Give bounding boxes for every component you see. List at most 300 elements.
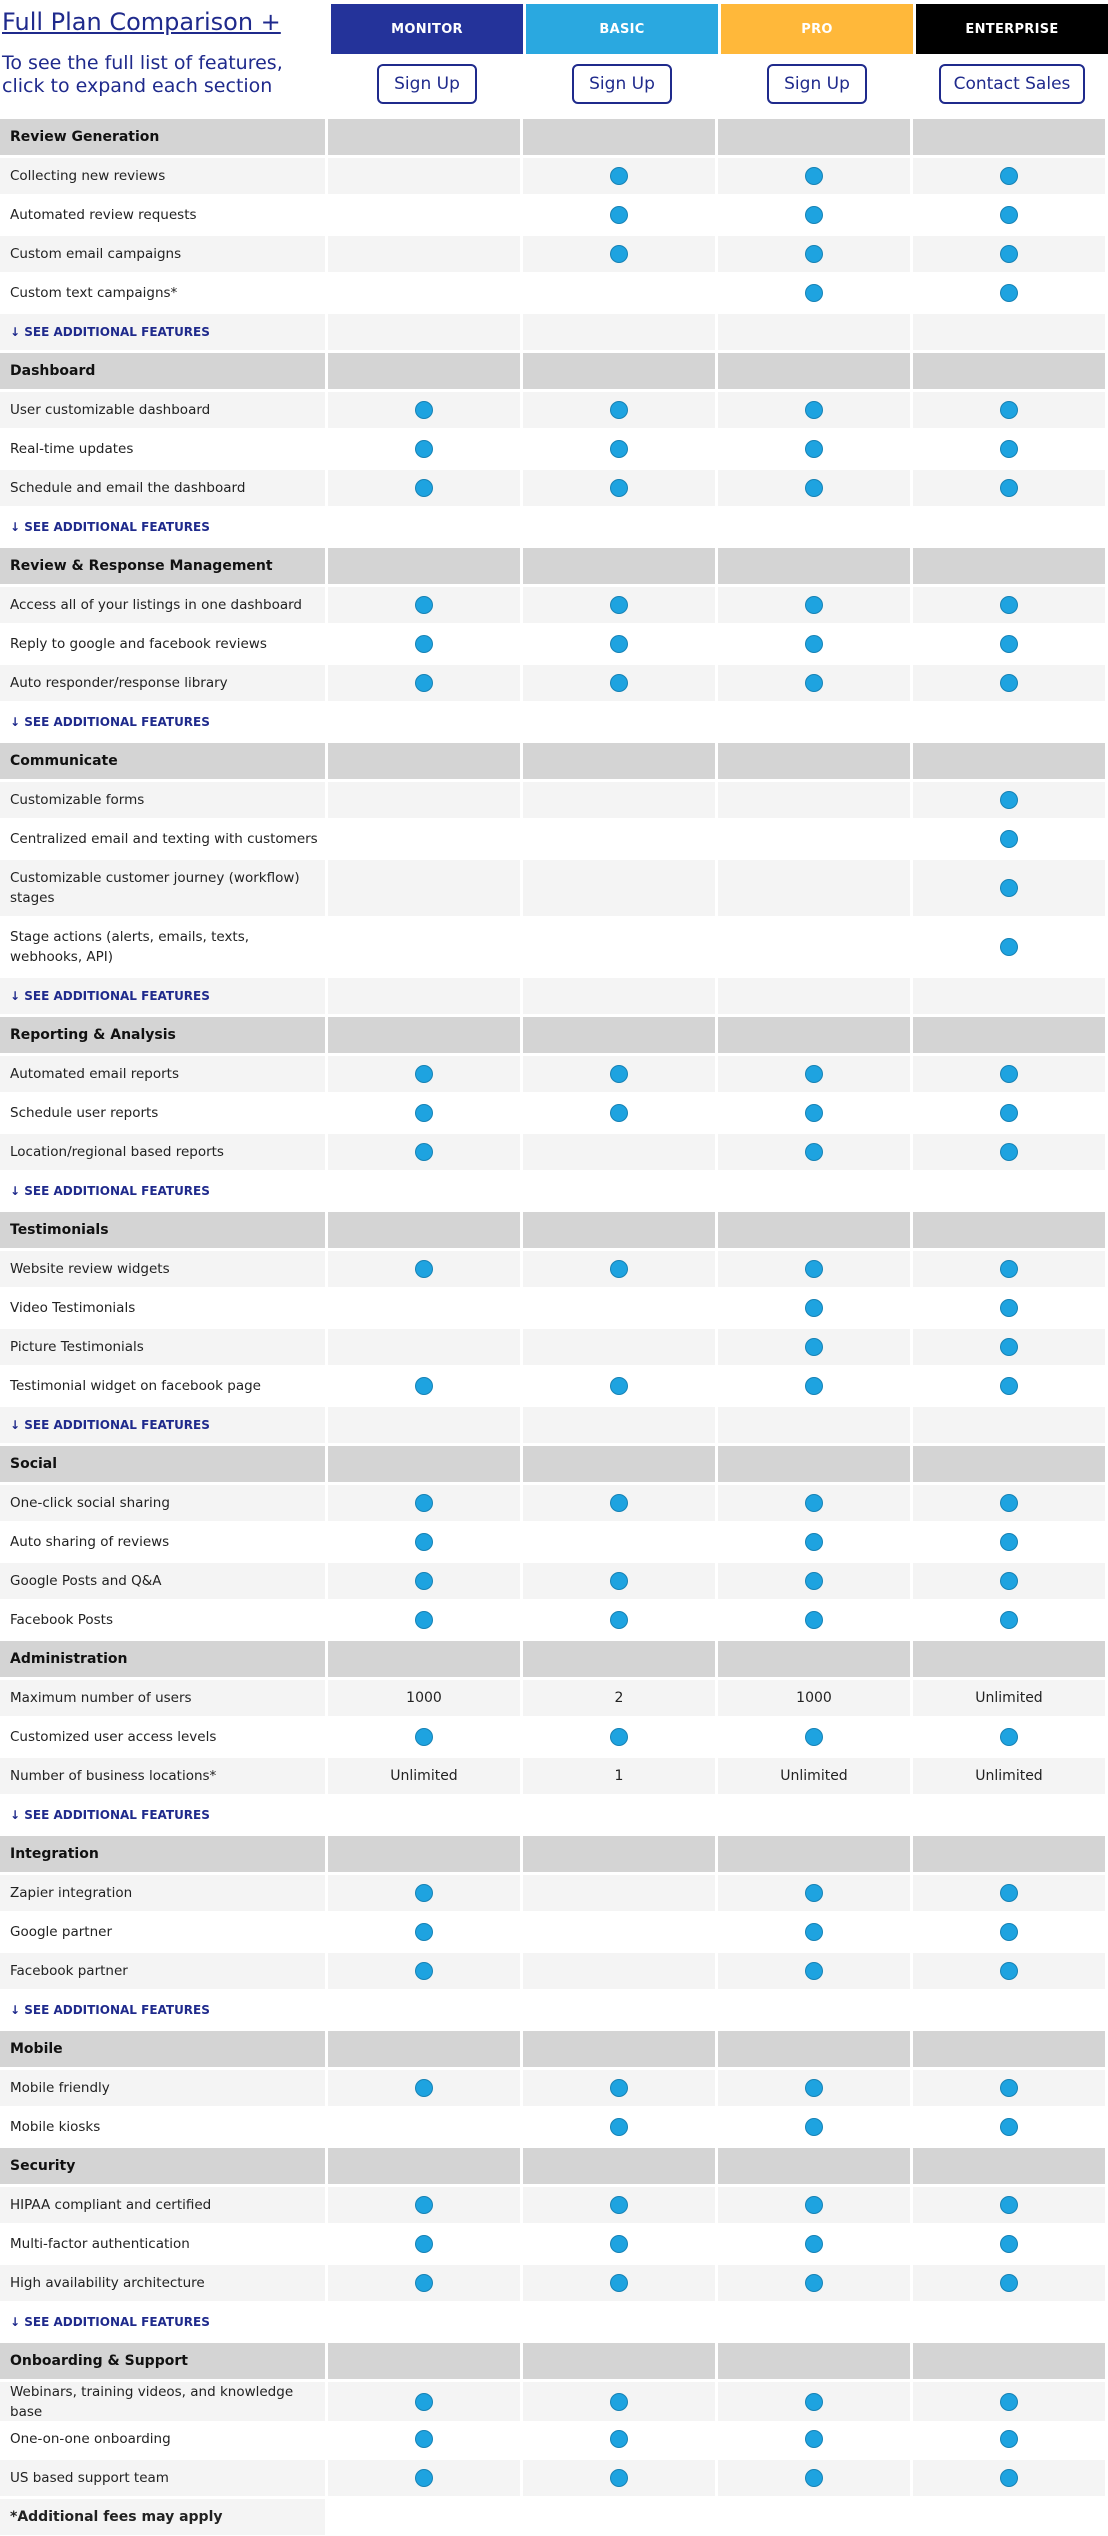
section-header-cell xyxy=(328,1641,520,1677)
pro-value-cell xyxy=(718,782,910,818)
feature-label: Picture Testimonials xyxy=(0,1329,325,1365)
feature-label: Multi-factor authentication xyxy=(0,2226,325,2262)
check-icon xyxy=(1000,2469,1018,2487)
feature-value: Unlimited xyxy=(390,1768,458,1784)
check-icon xyxy=(610,245,628,263)
check-icon xyxy=(805,1962,823,1980)
section-header-cell xyxy=(328,119,520,155)
basic-value-cell xyxy=(523,782,715,818)
section-header-cell xyxy=(328,1836,520,1872)
basic-value-cell xyxy=(523,275,715,311)
enterprise-value-cell xyxy=(913,860,1105,916)
pro-signup-button[interactable]: Sign Up xyxy=(767,64,867,104)
check-icon xyxy=(415,2430,433,2448)
pro-value-cell xyxy=(718,2109,910,2145)
enterprise-value-cell xyxy=(913,626,1105,662)
see-additional-features-row xyxy=(0,509,1108,548)
empty-cell xyxy=(523,1173,715,1209)
feature-label: Stage actions (alerts, emails, texts, webhooks, API) xyxy=(0,919,325,975)
enterprise-value-cell xyxy=(913,1056,1105,1092)
feature-label: HIPAA compliant and certified xyxy=(0,2187,325,2223)
enterprise-value-cell xyxy=(913,236,1105,272)
empty-cell xyxy=(718,978,910,1014)
enterprise-value-cell xyxy=(913,1095,1105,1131)
check-icon xyxy=(415,2079,433,2097)
empty-cell xyxy=(718,314,910,350)
monitor-signup-button[interactable]: Sign Up xyxy=(377,64,477,104)
monitor-value-cell xyxy=(328,919,520,975)
table-row xyxy=(0,392,1108,431)
monitor-value-cell xyxy=(328,1680,520,1716)
monitor-value-cell xyxy=(328,1914,520,1950)
section-header-cell xyxy=(718,2148,910,2184)
section-header-cell xyxy=(523,2148,715,2184)
check-icon xyxy=(805,1299,823,1317)
see-additional-features-row xyxy=(0,2304,1108,2343)
plan-header-basic: BASIC xyxy=(526,4,718,54)
section-header-cell xyxy=(523,1446,715,1482)
section-title[interactable]: Mobile xyxy=(0,2031,325,2067)
monitor-value-cell xyxy=(328,2265,520,2301)
check-icon xyxy=(415,1572,433,1590)
feature-label: Google Posts and Q&A xyxy=(0,1563,325,1599)
section-header-cell xyxy=(523,743,715,779)
basic-signup-button[interactable]: Sign Up xyxy=(572,64,672,104)
feature-label: Mobile friendly xyxy=(0,2070,325,2106)
section-header-cell xyxy=(523,1017,715,1053)
check-icon xyxy=(415,401,433,419)
monitor-value-cell xyxy=(328,158,520,194)
check-icon xyxy=(805,635,823,653)
basic-value-cell xyxy=(523,665,715,701)
table-row xyxy=(0,1758,1108,1797)
pro-value-cell xyxy=(718,2382,910,2422)
basic-value-cell xyxy=(523,2187,715,2223)
section-header-cell xyxy=(913,1641,1105,1677)
check-icon xyxy=(415,674,433,692)
table-row xyxy=(0,2382,1108,2421)
enterprise-value-cell xyxy=(913,1329,1105,1365)
pro-value-cell xyxy=(718,2226,910,2262)
table-row xyxy=(0,470,1108,509)
monitor-value-cell xyxy=(328,2421,520,2457)
basic-value-cell xyxy=(523,1563,715,1599)
pro-value-cell xyxy=(718,236,910,272)
pro-value-cell xyxy=(718,431,910,467)
table-row xyxy=(0,1251,1108,1290)
pro-value-cell xyxy=(718,470,910,506)
feature-value: 1000 xyxy=(796,1690,832,1706)
pro-value-cell xyxy=(718,392,910,428)
enterprise-value-cell xyxy=(913,1680,1105,1716)
section-title[interactable]: Review Generation xyxy=(0,119,325,155)
monitor-value-cell xyxy=(328,275,520,311)
section-title[interactable]: Administration xyxy=(0,1641,325,1677)
empty-cell xyxy=(328,509,520,545)
footnote: *Additional fees may apply xyxy=(0,2499,325,2535)
feature-label: High availability architecture xyxy=(0,2265,325,2301)
basic-value-cell xyxy=(523,1875,715,1911)
see-additional-features-link[interactable]: ↓ SEE ADDITIONAL FEATURES xyxy=(0,314,325,350)
pro-value-cell xyxy=(718,197,910,233)
section-header-cell xyxy=(718,1641,910,1677)
empty-cell xyxy=(718,704,910,740)
feature-label: Customizable forms xyxy=(0,782,325,818)
table-row xyxy=(0,1290,1108,1329)
monitor-value-cell xyxy=(328,2226,520,2262)
page-subtitle: To see the full list of features, click to expand each section xyxy=(2,52,283,97)
enterprise-value-cell xyxy=(913,1485,1105,1521)
feature-label: Testimonial widget on facebook page xyxy=(0,1368,325,1404)
check-icon xyxy=(415,1104,433,1122)
check-icon xyxy=(1000,1143,1018,1161)
feature-label: Website review widgets xyxy=(0,1251,325,1287)
basic-value-cell xyxy=(523,1485,715,1521)
check-icon xyxy=(610,1572,628,1590)
check-icon xyxy=(415,1923,433,1941)
empty-cell xyxy=(913,314,1105,350)
empty-cell xyxy=(328,2304,520,2340)
section-header-cell xyxy=(523,353,715,389)
feature-label: Auto sharing of reviews xyxy=(0,1524,325,1560)
check-icon xyxy=(1000,830,1018,848)
feature-label: Automated review requests xyxy=(0,197,325,233)
check-icon xyxy=(1000,245,1018,263)
section-title[interactable]: Social xyxy=(0,1446,325,1482)
basic-value-cell xyxy=(523,158,715,194)
check-icon xyxy=(610,635,628,653)
see-additional-features-link[interactable]: ↓ SEE ADDITIONAL FEATURES xyxy=(0,1173,325,1209)
see-additional-features-link[interactable]: ↓ SEE ADDITIONAL FEATURES xyxy=(0,1992,325,2028)
pro-value-cell xyxy=(718,1485,910,1521)
check-icon xyxy=(415,2274,433,2292)
check-icon xyxy=(1000,1104,1018,1122)
enterprise-value-cell xyxy=(913,1290,1105,1326)
section-header-cell xyxy=(328,1446,520,1482)
check-icon xyxy=(415,1377,433,1395)
empty-cell xyxy=(328,1797,520,1833)
check-icon xyxy=(610,1104,628,1122)
basic-value-cell xyxy=(523,431,715,467)
check-icon xyxy=(805,596,823,614)
check-icon xyxy=(805,284,823,302)
table-row xyxy=(0,1680,1108,1719)
section-title[interactable]: Onboarding & Support xyxy=(0,2343,325,2379)
check-icon xyxy=(415,2469,433,2487)
monitor-value-cell xyxy=(328,392,520,428)
section-header-cell xyxy=(523,1836,715,1872)
check-icon xyxy=(610,1728,628,1746)
check-icon xyxy=(805,1065,823,1083)
basic-value-cell xyxy=(523,1329,715,1365)
pro-value-cell xyxy=(718,1953,910,1989)
basic-value-cell xyxy=(523,2265,715,2301)
check-icon xyxy=(805,1884,823,1902)
section-title[interactable]: Testimonials xyxy=(0,1212,325,1248)
feature-label: Number of business locations* xyxy=(0,1758,325,1794)
check-icon xyxy=(1000,674,1018,692)
see-additional-features-row xyxy=(0,1407,1108,1446)
monitor-value-cell xyxy=(328,1368,520,1404)
monitor-value-cell xyxy=(328,2187,520,2223)
empty-cell xyxy=(523,1797,715,1833)
section-header-cell xyxy=(913,2343,1105,2379)
monitor-value-cell xyxy=(328,2070,520,2106)
basic-value-cell xyxy=(523,1251,715,1287)
table-row xyxy=(0,197,1108,236)
table-row xyxy=(0,2460,1108,2499)
check-icon xyxy=(610,2196,628,2214)
check-icon xyxy=(610,2079,628,2097)
pro-value-cell xyxy=(718,1680,910,1716)
enterprise-value-cell xyxy=(913,2226,1105,2262)
check-icon xyxy=(1000,284,1018,302)
section-header-cell xyxy=(328,353,520,389)
check-icon xyxy=(805,1923,823,1941)
see-additional-features-link[interactable]: ↓ SEE ADDITIONAL FEATURES xyxy=(0,978,325,1014)
basic-value-cell xyxy=(523,1290,715,1326)
section-header-cell xyxy=(913,1836,1105,1872)
basic-value-cell xyxy=(523,1524,715,1560)
table-row xyxy=(0,1914,1108,1953)
pro-value-cell xyxy=(718,587,910,623)
check-icon xyxy=(805,2393,823,2411)
monitor-value-cell xyxy=(328,431,520,467)
pro-value-cell xyxy=(718,1368,910,1404)
see-additional-features-link[interactable]: ↓ SEE ADDITIONAL FEATURES xyxy=(0,1797,325,1833)
section-title[interactable]: Integration xyxy=(0,1836,325,1872)
monitor-value-cell xyxy=(328,1329,520,1365)
section-header-cell xyxy=(913,353,1105,389)
basic-value-cell xyxy=(523,2421,715,2457)
check-icon xyxy=(1000,2196,1018,2214)
basic-value-cell xyxy=(523,1758,715,1794)
check-icon xyxy=(415,1884,433,1902)
enterprise-contact-sales-button[interactable]: Contact Sales xyxy=(939,64,1085,104)
feature-label: Reply to google and facebook reviews xyxy=(0,626,325,662)
section-header-cell xyxy=(718,2343,910,2379)
section-header-cell xyxy=(523,119,715,155)
check-icon xyxy=(1000,1260,1018,1278)
monitor-value-cell xyxy=(328,1290,520,1326)
check-icon xyxy=(610,1611,628,1629)
check-icon xyxy=(805,1611,823,1629)
basic-value-cell xyxy=(523,1719,715,1755)
pro-value-cell xyxy=(718,1602,910,1638)
empty-cell xyxy=(718,1173,910,1209)
check-icon xyxy=(1000,440,1018,458)
check-icon xyxy=(1000,635,1018,653)
see-additional-features-row xyxy=(0,1173,1108,1212)
monitor-value-cell xyxy=(328,2109,520,2145)
section-header-cell xyxy=(328,2343,520,2379)
see-additional-features-link[interactable]: ↓ SEE ADDITIONAL FEATURES xyxy=(0,704,325,740)
section-header-cell xyxy=(523,1212,715,1248)
empty-cell xyxy=(913,2304,1105,2340)
monitor-value-cell xyxy=(328,2460,520,2496)
feature-label: Mobile kiosks xyxy=(0,2109,325,2145)
feature-value: Unlimited xyxy=(975,1690,1043,1706)
table-row xyxy=(0,1095,1108,1134)
empty-cell xyxy=(328,1173,520,1209)
monitor-value-cell xyxy=(328,1134,520,1170)
monitor-value-cell xyxy=(328,1875,520,1911)
section-header-cell xyxy=(913,2148,1105,2184)
section-header-row xyxy=(0,1017,1108,1056)
empty-cell xyxy=(913,1797,1105,1833)
check-icon xyxy=(1000,791,1018,809)
pro-value-cell xyxy=(718,1875,910,1911)
see-additional-features-link[interactable]: ↓ SEE ADDITIONAL FEATURES xyxy=(0,1407,325,1443)
table-row xyxy=(0,860,1108,919)
check-icon xyxy=(415,1728,433,1746)
empty-cell xyxy=(523,704,715,740)
section-header-cell xyxy=(523,2031,715,2067)
monitor-value-cell xyxy=(328,665,520,701)
check-icon xyxy=(1000,2118,1018,2136)
table-row xyxy=(0,1329,1108,1368)
pro-value-cell xyxy=(718,1719,910,1755)
feature-label: User customizable dashboard xyxy=(0,392,325,428)
pro-value-cell xyxy=(718,919,910,975)
empty-cell xyxy=(913,704,1105,740)
feature-value: Unlimited xyxy=(780,1768,848,1784)
pro-value-cell xyxy=(718,1290,910,1326)
check-icon xyxy=(415,635,433,653)
enterprise-value-cell xyxy=(913,2109,1105,2145)
table-row xyxy=(0,2109,1108,2148)
basic-value-cell xyxy=(523,1914,715,1950)
basic-value-cell xyxy=(523,626,715,662)
monitor-value-cell xyxy=(328,470,520,506)
basic-value-cell xyxy=(523,1680,715,1716)
enterprise-value-cell xyxy=(913,470,1105,506)
section-header-cell xyxy=(913,1017,1105,1053)
check-icon xyxy=(610,479,628,497)
table-row xyxy=(0,2070,1108,2109)
basic-value-cell xyxy=(523,236,715,272)
table-row xyxy=(0,2265,1108,2304)
check-icon xyxy=(1000,1533,1018,1551)
check-icon xyxy=(610,2469,628,2487)
pro-value-cell xyxy=(718,2460,910,2496)
check-icon xyxy=(610,1494,628,1512)
section-title[interactable]: Review & Response Management xyxy=(0,548,325,584)
check-icon xyxy=(415,1611,433,1629)
pro-value-cell xyxy=(718,1056,910,1092)
plan-header-pro: PRO xyxy=(721,4,913,54)
pro-value-cell xyxy=(718,1914,910,1950)
section-header-cell xyxy=(718,1836,910,1872)
pro-value-cell xyxy=(718,626,910,662)
check-icon xyxy=(610,2118,628,2136)
check-icon xyxy=(610,2235,628,2253)
enterprise-value-cell xyxy=(913,392,1105,428)
section-title[interactable]: Dashboard xyxy=(0,353,325,389)
basic-value-cell xyxy=(523,2460,715,2496)
check-icon xyxy=(610,2430,628,2448)
enterprise-value-cell xyxy=(913,197,1105,233)
check-icon xyxy=(415,2393,433,2411)
table-row xyxy=(0,626,1108,665)
section-header-cell xyxy=(718,548,910,584)
enterprise-value-cell xyxy=(913,782,1105,818)
enterprise-value-cell xyxy=(913,158,1105,194)
section-header-row xyxy=(0,1212,1108,1251)
enterprise-value-cell xyxy=(913,821,1105,857)
basic-value-cell xyxy=(523,1095,715,1131)
check-icon xyxy=(415,1962,433,1980)
feature-label: Real-time updates xyxy=(0,431,325,467)
section-header-cell xyxy=(913,2031,1105,2067)
check-icon xyxy=(610,674,628,692)
check-icon xyxy=(1000,1611,1018,1629)
check-icon xyxy=(415,440,433,458)
plan-header-monitor: MONITOR xyxy=(331,4,523,54)
monitor-value-cell xyxy=(328,1485,520,1521)
enterprise-value-cell xyxy=(913,587,1105,623)
check-icon xyxy=(805,1260,823,1278)
empty-cell xyxy=(913,1173,1105,1209)
section-header-cell xyxy=(328,1017,520,1053)
section-title[interactable]: Reporting & Analysis xyxy=(0,1017,325,1053)
check-icon xyxy=(415,1143,433,1161)
section-title[interactable]: Communicate xyxy=(0,743,325,779)
check-icon xyxy=(805,440,823,458)
empty-cell xyxy=(913,1407,1105,1443)
basic-value-cell xyxy=(523,919,715,975)
check-icon xyxy=(1000,2235,1018,2253)
section-header-row xyxy=(0,548,1108,587)
monitor-value-cell xyxy=(328,236,520,272)
table-row xyxy=(0,1719,1108,1758)
enterprise-value-cell xyxy=(913,1251,1105,1287)
section-header-cell xyxy=(913,548,1105,584)
monitor-value-cell xyxy=(328,626,520,662)
table-row xyxy=(0,1134,1108,1173)
see-additional-features-link[interactable]: ↓ SEE ADDITIONAL FEATURES xyxy=(0,509,325,545)
pro-value-cell xyxy=(718,1524,910,1560)
monitor-value-cell xyxy=(328,860,520,916)
check-icon xyxy=(805,1104,823,1122)
empty-cell xyxy=(328,1407,520,1443)
feature-label: Access all of your listings in one dashboard xyxy=(0,587,325,623)
enterprise-value-cell xyxy=(913,1914,1105,1950)
check-icon xyxy=(610,596,628,614)
check-icon xyxy=(805,2079,823,2097)
empty-cell xyxy=(718,509,910,545)
feature-value: 1000 xyxy=(406,1690,442,1706)
section-header-row xyxy=(0,1446,1108,1485)
see-additional-features-link[interactable]: ↓ SEE ADDITIONAL FEATURES xyxy=(0,2304,325,2340)
empty-cell xyxy=(523,509,715,545)
table-row xyxy=(0,782,1108,821)
check-icon xyxy=(805,674,823,692)
section-title[interactable]: Security xyxy=(0,2148,325,2184)
enterprise-value-cell xyxy=(913,2460,1105,2496)
monitor-value-cell xyxy=(328,1719,520,1755)
check-icon xyxy=(805,2274,823,2292)
section-header-cell xyxy=(328,2148,520,2184)
empty-cell xyxy=(523,2304,715,2340)
check-icon xyxy=(1000,1728,1018,1746)
empty-cell xyxy=(718,1992,910,2028)
check-icon xyxy=(610,1260,628,1278)
feature-label: Schedule user reports xyxy=(0,1095,325,1131)
feature-label: Custom email campaigns xyxy=(0,236,325,272)
page-title[interactable]: Full Plan Comparison + xyxy=(2,8,281,36)
check-icon xyxy=(1000,879,1018,897)
